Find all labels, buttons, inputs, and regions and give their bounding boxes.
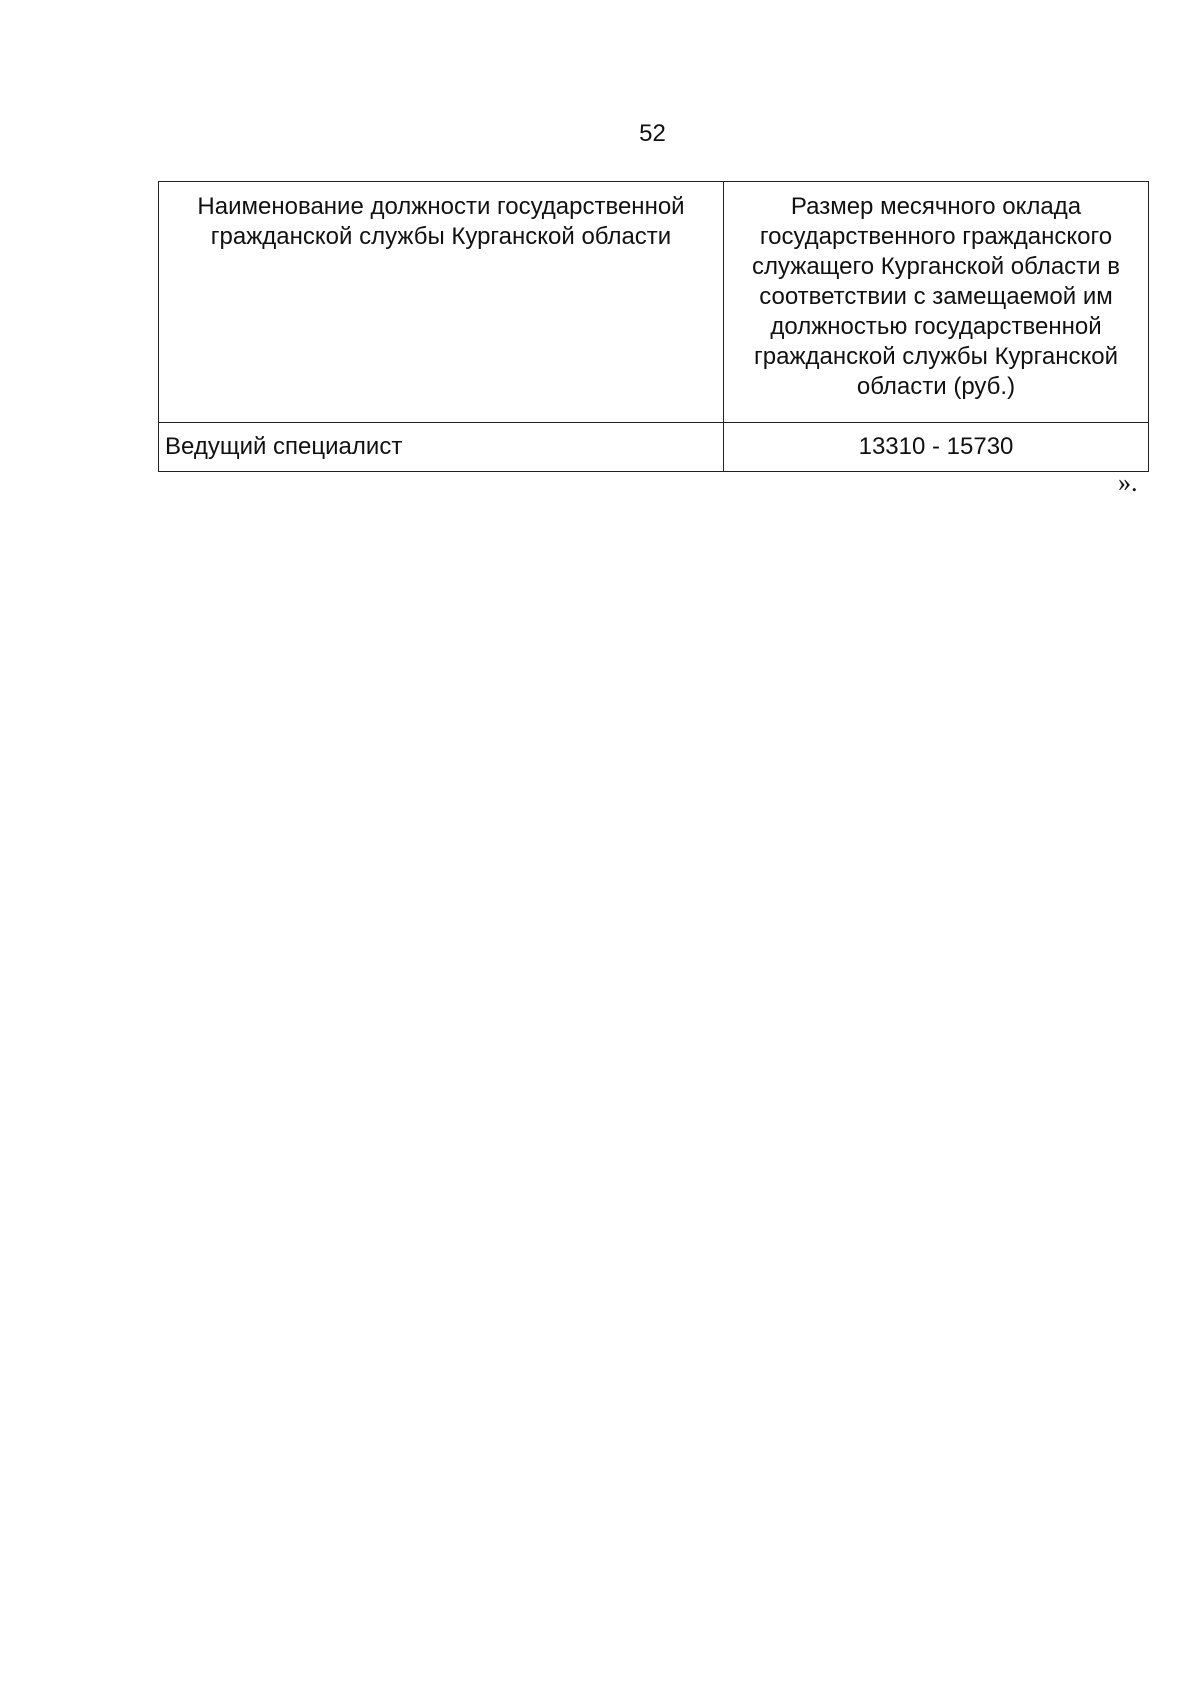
salary-cell: 13310 - 15730 bbox=[724, 423, 1149, 472]
table-row bbox=[159, 423, 1149, 472]
page-number: 52 bbox=[639, 120, 666, 147]
header-position-title: Наименование должности государственной гражданской службы Курганской области bbox=[159, 182, 724, 423]
position-cell: Ведущий специалист bbox=[159, 423, 724, 472]
salary-table bbox=[158, 181, 1149, 472]
header-salary-title: Размер месячного оклада государственного гражданского служащего Курганской области в соответствии с замещаемой им должностью государственной гражданской службы Курганской области (руб.) bbox=[724, 182, 1149, 423]
closing-quote-mark: ». bbox=[1118, 468, 1138, 497]
table-header-row bbox=[159, 182, 1149, 423]
